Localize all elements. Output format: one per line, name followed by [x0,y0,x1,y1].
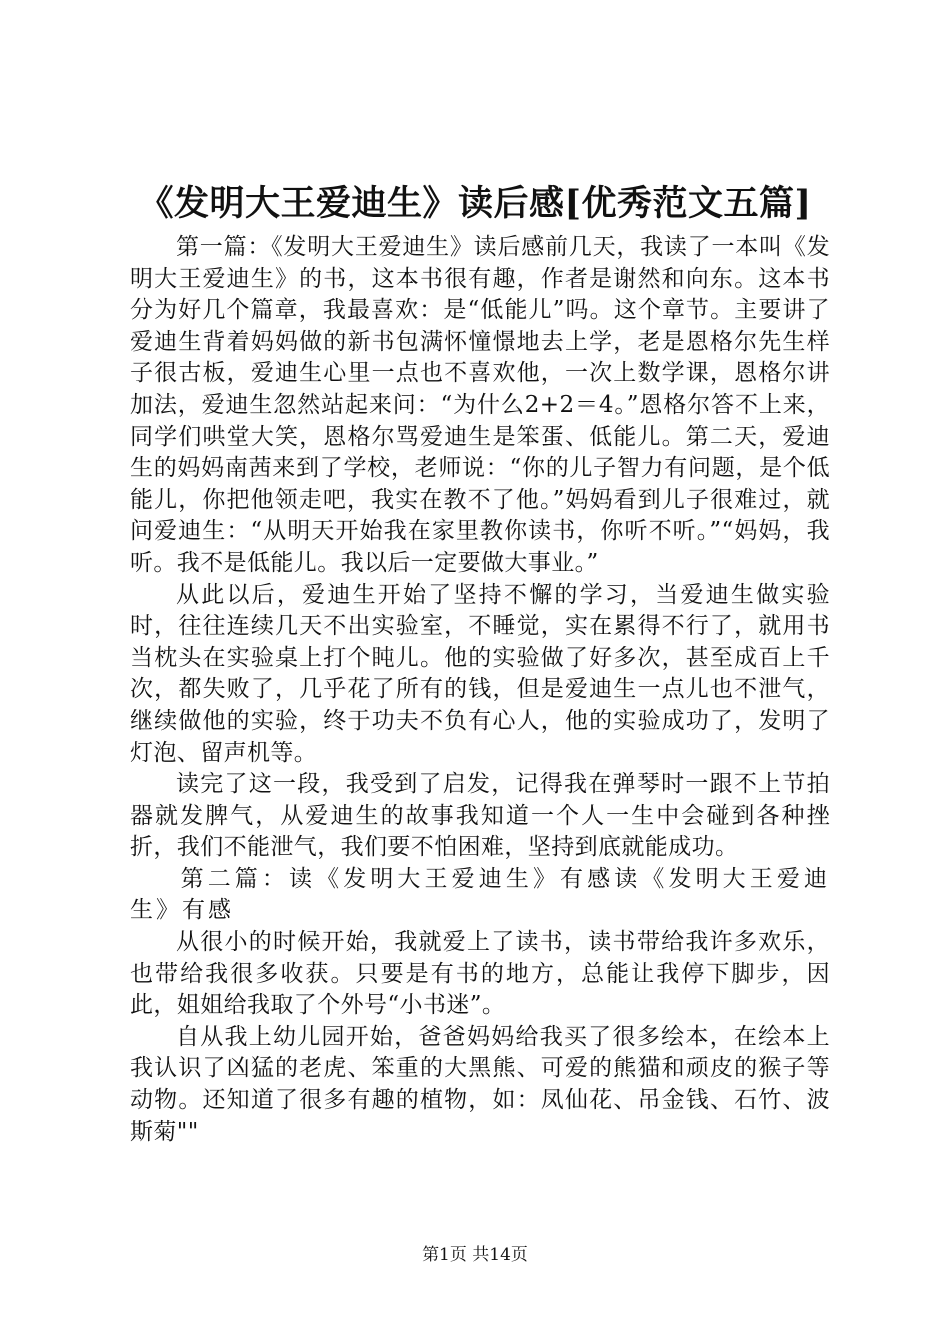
paragraph-5: 从很小的时候开始，我就爱上了读书，读书带给我许多欢乐，也带给我很多收获。只要是有书的地方，总能让我停下脚步，因此，姐姐给我取了个外号“小书迷”。 [130,929,830,1019]
document-body [130,232,830,1148]
paragraph-6: 自从我上幼儿园开始，爸爸妈妈给我买了很多绘本，在绘本上我认识了凶猛的老虎、笨重的大黑熊、可爱的熊猫和顽皮的猴子等动物。还知道了很多有趣的植物，如：凤仙花、吊金钱、石竹、波斯菊"" [130,1023,830,1145]
document-title: 《发明大王爱迪生》读后感[优秀范文五篇] [138,183,812,224]
paragraph-3: 读完了这一段，我受到了启发，记得我在弹琴时一跟不上节拍器就发脾气，从爱迪生的故事我知道一个人一生中会碰到各种挫折，我们不能泄气，我们要不怕困难，坚持到底就能成功。 [130,771,830,861]
paragraph-2: 从此以后，爱迪生开始了坚持不懈的学习，当爱迪生做实验时，往往连续几天不出实验室，不睡觉，实在累得不行了，就用书当枕头在实验桌上打个盹儿。他的实验做了好多次，甚至成百上千次，都失败了，几乎花了所有的钱，但是爱迪生一点儿也不泄气，继续做他的实验，终于功夫不负有心人，他的实验成功了，发明了灯泡、留声机等。 [130,581,830,766]
section-heading-2: 第二篇：读《发明大王爱迪生》有感读《发明大王爱迪生》有感 [130,865,830,924]
page-indicator: 第1页 共14页 [422,1245,528,1265]
paragraph-1: 第一篇：《发明大王爱迪生》读后感前几天，我读了一本叫《发明大王爱迪生》的书，这本书很有趣，作者是谢然和向东。这本书分为好几个篇章，我最喜欢：是“低能儿”吗。这个章节。主要讲了爱迪生背着妈妈做的新书包满怀憧憬地去上学，老是恩格尔先生样子很古板，爱迪生心里一点也不喜欢他，一次上数学课，恩格尔讲加法，爱迪生忽然站起来问：“为什么2+2＝4。”恩格尔答不上来，同学们哄堂大笑，恩格尔骂爱迪生是笨蛋、低能儿。第二天，爱迪生的妈妈南茜来到了学校，老师说：“你的儿子智力有问题，是个低能儿，你把他领走吧，我实在教不了他。”妈妈看到儿子很难过，就问爱迪生：“从明天开始我在家里教你读书，你听不听。”“妈妈，我听。我不是低能儿。我以后一定要做大事业。” [130,234,830,576]
